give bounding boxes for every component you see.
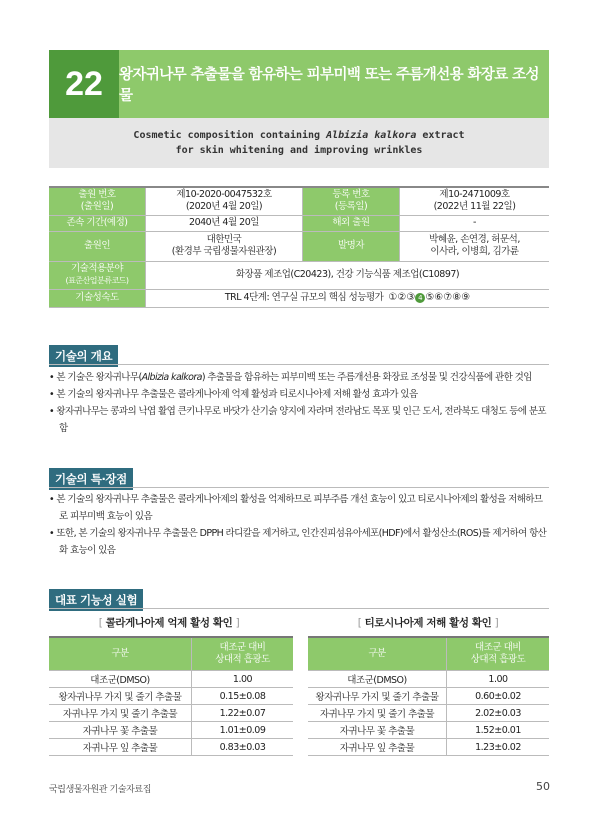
features-heading: 기술의 특·장점 — [49, 468, 133, 490]
features-bullet-2: • 또한, 본 기술의 왕자귀나무 추출물은 DPPH 라디칼을 제거하고, 인간진피섬유아세포(HDF)에서 활성산소(ROS)를 제거하여 항산화 효능이 있음 — [49, 528, 547, 556]
table-header-category: 구분 — [308, 637, 447, 671]
table-row: 대조군(DMSO) 1.00 — [308, 671, 549, 688]
table-row: 자귀나무 꽃 추출물 1.52±0.01 — [308, 722, 549, 739]
left-table-caption: [ 콜라게나아제 억제 활성 확인 ] — [98, 617, 240, 629]
table-row: 자귀나무 잎 추출물 1.23±0.02 — [308, 739, 549, 756]
patent-info-table — [49, 186, 549, 308]
inventor-value: 박혜윤, 손연경, 허문석, 이사라, 이병희, 김가륜 — [400, 231, 550, 261]
app-no-label: 출원 번호 (출원일) — [49, 187, 146, 215]
table-row: 대조군(DMSO) 1.00 — [49, 671, 293, 688]
maturity-label: 기술성숙도 — [49, 289, 146, 307]
collagenase-table — [49, 636, 293, 756]
reg-no-label: 등록 번호 (등록일) — [303, 187, 400, 215]
overseas-label: 해외 출원 — [303, 215, 400, 231]
table-row: 자귀나무 가지 및 줄기 추출물 2.02±0.03 — [308, 705, 549, 722]
table-header-category: 구분 — [49, 637, 192, 671]
maturity-value: TRL 4단계: 연구실 규모의 핵심 성능평가 ①②③ 4 ⑤⑥⑦⑧⑨ — [146, 289, 550, 307]
app-no-value: 제10-2020-0047532호 (2020년 4월 20일) — [146, 187, 303, 215]
experiments-heading: 대표 기능성 실험 — [49, 589, 143, 611]
divider — [49, 487, 549, 488]
right-table-caption: [ 티로시나아제 저해 활성 확인 ] — [357, 617, 499, 629]
overseas-value: - — [400, 215, 550, 231]
divider — [49, 608, 549, 609]
english-title — [49, 118, 549, 168]
overview-bullet-1: • 본 기술은 왕자귀나무(Albizia kalkora) 추출물을 함유하는 피부미백 또는 주름개선용 화장료 조성물 및 건강식품에 관한 것임 — [49, 372, 532, 383]
applicant-label: 출원인 — [49, 231, 146, 261]
trl-current-marker: 4 — [415, 293, 425, 303]
applicant-value: 대한민국 (환경부 국립생물자원관장) — [146, 231, 303, 261]
english-title-line2: for skin whitening and improving wrinkles — [175, 145, 423, 156]
table-header-value: 대조군 대비 상대적 흡광도 — [192, 637, 294, 671]
table-header-value: 대조군 대비 상대적 흡광도 — [447, 637, 550, 671]
title-header — [49, 50, 549, 168]
overview-bullet-2: • 본 기술의 왕자귀나무 추출물은 콜라게나아제 억제 활성과 티로시나아제 저해 활성 효과가 있음 — [49, 389, 418, 400]
field-label: 기술적용분야 (표준산업분류코드) — [49, 261, 146, 289]
features-bullet-1: • 본 기술의 왕자귀나무 추출물은 콜라게나아제의 활성을 억제하므로 피부주름 개선 효능이 있고 티로시나아제의 활성을 저해하므로 피부미백 효능이 있음 — [49, 494, 543, 522]
english-title-line1: Cosmetic composition containing Albizia kalkora extract — [133, 130, 465, 141]
term-label: 존속 기간(예정) — [49, 215, 146, 231]
footer-source: 국립생물자원관 기술자료집 — [49, 785, 151, 795]
table-row: 왕자귀나무 가지 및 줄기 추출물 0.60±0.02 — [308, 688, 549, 705]
tyrosinase-table — [308, 636, 549, 756]
overview-bullet-3: • 왕자귀나무는 콩과의 낙엽 활엽 큰키나무로 바닷가 산기슭 양지에 자라며 전라남도 목포 및 인근 도서, 전라북도 대청도 등에 분포함 — [49, 406, 546, 434]
item-number: 22 — [49, 50, 119, 118]
term-value: 2040년 4월 20일 — [146, 215, 303, 231]
divider — [49, 364, 549, 365]
page-number: 50 — [536, 780, 550, 793]
overview-heading: 기술의 개요 — [49, 345, 118, 367]
field-value: 화장품 제조업(C20423), 건강 기능식품 제조업(C10897) — [146, 261, 550, 289]
inventor-label: 발명자 — [303, 231, 400, 261]
table-row: 왕자귀나무 가지 및 줄기 추출물 0.15±0.08 — [49, 688, 293, 705]
overview-bullets — [49, 369, 549, 437]
reg-no-value: 제10-2471009호 (2022년 11월 22일) — [400, 187, 550, 215]
table-row: 자귀나무 꽃 추출물 1.01±0.09 — [49, 722, 293, 739]
features-bullets — [49, 491, 549, 559]
table-row: 자귀나무 잎 추출물 0.83±0.03 — [49, 739, 293, 756]
table-row: 자귀나무 가지 및 줄기 추출물 1.22±0.07 — [49, 705, 293, 722]
trl-scale: ①②③ 4 ⑤⑥⑦⑧⑨ — [388, 292, 471, 303]
korean-title: 왕자귀나무 추출물을 함유하는 피부미백 또는 주름개선용 화장료 조성물 — [119, 50, 549, 118]
